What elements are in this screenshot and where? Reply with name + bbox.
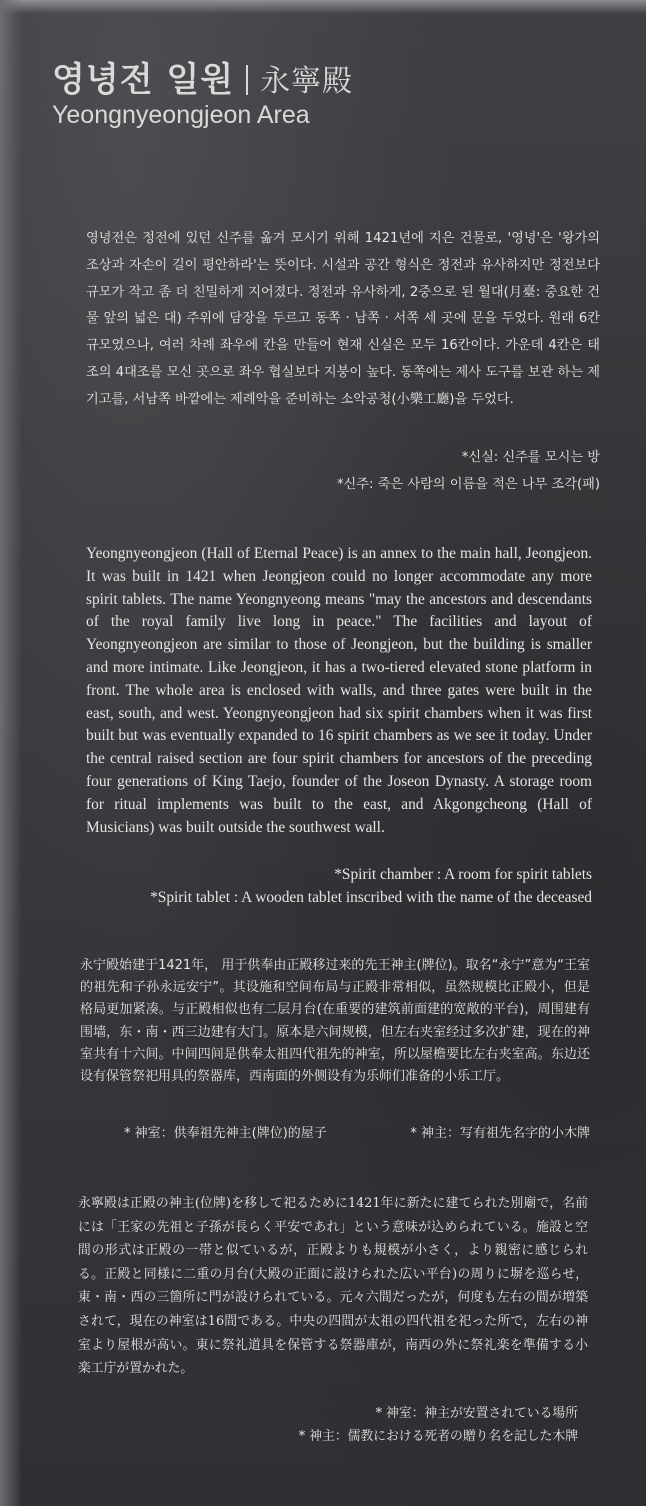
title-korean: 영녕전 일원 — [52, 60, 235, 100]
english-description — [86, 543, 592, 839]
korean-body: 영녕전은 정전에 있던 신주를 옮겨 모시기 위해 1421년에 지은 건물로, '영녕'은 '왕가의 조상과 자손이 길이 평안하라'는 뜻이다. 시설과 공간 형식은 정전과 유사하지만 정전보다 규모가 작고 좀 더 친밀하게 지어졌다. 정전과 유사하게, 2중으로 된 월대(月臺: 중요한 건물 앞의 넓은 대) 주위에 담장을 두르고 동쪽 · 남쪽 · 서쪽 세 곳에 문을 두었다. 원래 6칸 규모였으나, 여러 차례 좌우에 칸을 만들어 현재 신실은 모두 16칸이다. 가운데 4칸은 태조의 4대조를 모신 곳으로 좌우 협실보다 지붕이 높다. 동쪽에는 제사 도구를 보관 하는 제기고를, 서남쪽 바깥에는 제례악을 준비하는 소악공청(小樂工廳)을 두었다. — [86, 231, 600, 407]
japanese-body: 永寧殿は正殿の神主(位牌)を移して祀るために1421年に新たに建てられた別廟で，名前には「王家の先祖と子孫が長らく平安であれ」という意味が込められている。施設と空間の形式は正殿の一帯と似ているが，正殿よりも規模が小さく，より親密に感じられる。正殿と同様に二重の月台(大殿の正面に設けられた広い平台)の周りに塀を巡らせ，東・南・西の三箇所に門が設けられている。元々六間だったが，何度も左右の間が増築されて，現在の神室は16間である。中央の四間が太祖の四代祖を祀った所で，左右の神室より屋根が高い。東に祭礼道具を保管する祭器庫が，南西の外に祭礼楽を準備する小楽工庁が置かれた。 — [78, 1196, 588, 1377]
title-english: Yeongnyeongjeon Area — [52, 101, 310, 129]
sign-title-block — [52, 52, 612, 130]
english-note-2: *Spirit tablet : A wooden tablet inscribed with the name of the deceased — [150, 888, 592, 906]
japanese-footnotes — [78, 1402, 578, 1448]
korean-description — [86, 226, 600, 414]
chinese-description — [80, 955, 590, 1088]
english-footnotes — [86, 864, 592, 909]
japanese-note-1: * 神室：神主が安置されている場所 — [375, 1406, 578, 1421]
korean-note-2: *신주: 죽은 사람의 이름을 적은 나무 조각(패) — [336, 477, 600, 492]
japanese-note-2: * 神主：儒教における死者の贈り名を記した木牌 — [298, 1429, 578, 1444]
title-line — [52, 52, 612, 101]
chinese-note-2: * 神主：写有祖先名字的小木牌 — [410, 1126, 590, 1141]
japanese-description — [78, 1192, 588, 1381]
english-note-1: *Spirit chamber : A room for spirit tablets — [334, 866, 592, 883]
title-hanja: 永寧殿 — [260, 64, 354, 99]
korean-footnotes — [86, 444, 600, 498]
korean-note-1: *신실: 신주를 모시는 방 — [461, 450, 600, 465]
chinese-note-1: * 神室：供奉祖先神主(牌位)的屋子 — [124, 1126, 327, 1141]
title-divider — [246, 65, 248, 95]
english-body: Yeongnyeongjeon (Hall of Eternal Peace) is an annex to the main hall, Jeongjeon. It was built in 1421 when Jeongjeon could no longer accommodate any more spirit tablets. The name Yeongnyeong means "may the ancestors and descendants of the royal family live long in peace." The facilities and layout of Yeongnyeongjeon are similar to those of Jeongjeon, but the building is smaller and more intimate. Like Jeongjeon, it has a two-tiered elevated stone platform in front. The whole area is enclosed with walls, and three gates were built in the east, south, and west. Yeongnyeongjeon had six spirit chambers when it was first built but was eventually expanded to 16 spirit chambers as we see it today. Under the central raised section are four spirit chambers for ancestors of the preceding four generations of King Taejo, founder of the Joseon Dynasty. A storage room for ritual implements was built to the east, and Akgongcheong (Hall of Musicians) was built outside the southwest wall. — [86, 545, 592, 836]
board-left-edge — [0, 0, 22, 1506]
chinese-body: 永宁殿始建于1421年， 用于供奉由正殿移过来的先王神主(牌位)。取名“永宁”意为“王室的祖先和子孙永远安宁”。其设施和空间布局与正殿非常相似，虽然规模比正殿小，但是格局更加紧凑。与正殿相似也有二层月台(在重要的建筑前面建的宽敞的平台)，周围建有围墙，东・南・西三边建有大门。原本是六间规模，但左右夹室经过多次扩建，现在的神室共有十六间。中间四间是供奉太祖四代祖先的神室，所以屋檐要比左右夹室高。东边还设有保管祭祀用具的祭器库，西南面的外侧设有为乐师们准备的小乐工厅。 — [80, 958, 590, 1085]
board-top-edge — [0, 0, 646, 14]
